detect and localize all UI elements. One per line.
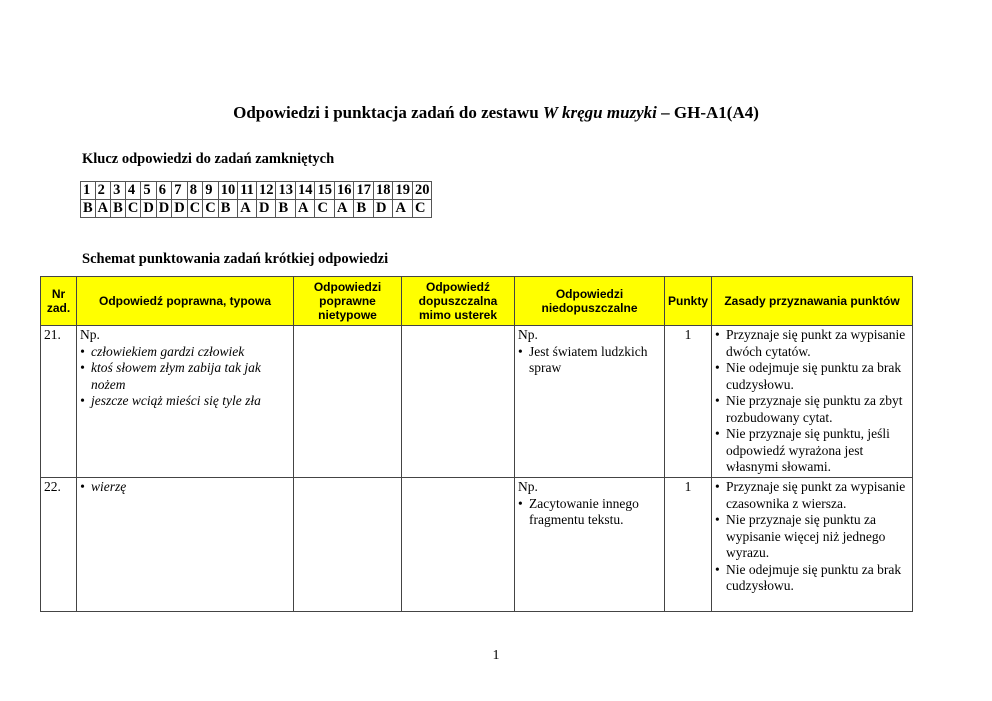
table-row	[41, 326, 913, 478]
row-acceptable	[402, 478, 515, 612]
key-number-cell: 2	[95, 182, 110, 200]
scoring-table	[40, 276, 913, 612]
page-title	[0, 103, 992, 123]
list-item: • jeszcze wciąż mieści się tyle zła	[80, 393, 290, 410]
key-answer-cell: C	[187, 200, 202, 218]
row-nr: 22.	[41, 478, 77, 612]
key-answer-cell: D	[172, 200, 187, 218]
row-nr: 21.	[41, 326, 77, 478]
title-prefix: Odpowiedzi i punktacja zadań do zestawu	[233, 103, 539, 122]
list-item: • Nie przyznaje się punktu za zbyt rozbudowany cytat.	[715, 393, 909, 426]
closed-key-heading: Klucz odpowiedzi do zadań zamkniętych	[82, 151, 335, 167]
key-answer-cell: C	[315, 200, 335, 218]
scoring-heading: Schemat punktowania zadań krótkiej odpowiedzi	[82, 251, 389, 267]
key-answer-cell: B	[276, 200, 296, 218]
list-item: • człowiekiem gardzi człowiek	[80, 344, 290, 361]
key-answer-cell: A	[295, 200, 315, 218]
key-answer-cell: B	[81, 200, 96, 218]
key-number-cell: 10	[218, 182, 238, 200]
header-atypical: Odpowiedzi poprawne nietypowe	[294, 277, 402, 326]
row-rules	[712, 478, 913, 612]
list-item: • wierzę	[80, 479, 290, 496]
title-suffix: – GH-A1(A4)	[661, 103, 759, 122]
list-item: • Nie przyznaje się punktu za wypisanie więcej niż jednego wyrazu.	[715, 512, 909, 562]
row-correct	[77, 326, 294, 478]
key-answer-cell: D	[373, 200, 393, 218]
header-rules: Zasady przyznawania punktów	[712, 277, 913, 326]
key-answer-cell: A	[393, 200, 413, 218]
key-number-cell: 5	[141, 182, 156, 200]
row-acceptable	[402, 326, 515, 478]
scoring-header-row	[41, 277, 913, 326]
key-answer-cell: A	[334, 200, 354, 218]
header-acceptable: Odpowiedź dopuszczalna mimo usterek	[402, 277, 515, 326]
key-answer-cell: A	[238, 200, 257, 218]
key-number-cell: 8	[187, 182, 202, 200]
key-answer-cell: D	[156, 200, 171, 218]
key-numbers-row	[81, 182, 432, 200]
key-answers-row	[81, 200, 432, 218]
header-points: Punkty	[665, 277, 712, 326]
key-number-cell: 14	[295, 182, 315, 200]
key-number-cell: 18	[373, 182, 393, 200]
page-number: 1	[492, 648, 500, 663]
header-nr: Nr zad.	[41, 277, 77, 326]
key-number-cell: 12	[256, 182, 276, 200]
table-row	[41, 478, 913, 612]
key-number-cell: 3	[111, 182, 126, 200]
key-number-cell: 20	[412, 182, 432, 200]
row-atypical	[294, 478, 402, 612]
key-number-cell: 1	[81, 182, 96, 200]
key-answer-cell: C	[203, 200, 218, 218]
key-number-cell: 9	[203, 182, 218, 200]
key-number-cell: 13	[276, 182, 296, 200]
list-item: • Zacytowanie innego fragmentu tekstu.	[518, 496, 661, 529]
key-answer-cell: A	[95, 200, 110, 218]
key-answer-cell: B	[111, 200, 126, 218]
correct-intro: Np.	[80, 327, 100, 342]
key-answer-cell: C	[412, 200, 432, 218]
key-number-cell: 6	[156, 182, 171, 200]
key-answer-cell: D	[141, 200, 156, 218]
row-correct	[77, 478, 294, 612]
key-number-cell: 17	[354, 182, 374, 200]
list-item: • Nie przyznaje się punktu, jeśli odpowiedź wyrażona jest własnymi słowami.	[715, 426, 909, 476]
key-answer-cell: C	[125, 200, 140, 218]
row-unacceptable	[515, 478, 665, 612]
row-points: 1	[665, 326, 712, 478]
key-number-cell: 4	[125, 182, 140, 200]
list-item: • Jest światem ludzkich spraw	[518, 344, 661, 377]
closed-key-table	[80, 181, 432, 218]
row-atypical	[294, 326, 402, 478]
unacceptable-intro: Np.	[518, 327, 538, 342]
key-number-cell: 19	[393, 182, 413, 200]
key-answer-cell: B	[218, 200, 238, 218]
row-rules	[712, 326, 913, 478]
header-correct: Odpowiedź poprawna, typowa	[77, 277, 294, 326]
key-number-cell: 16	[334, 182, 354, 200]
list-item: • Przyznaje się punkt za wypisanie czasownika z wiersza.	[715, 479, 909, 512]
key-number-cell: 15	[315, 182, 335, 200]
key-number-cell: 7	[172, 182, 187, 200]
key-answer-cell: D	[256, 200, 276, 218]
list-item: • ktoś słowem złym zabija tak jak nożem	[80, 360, 290, 393]
header-unacceptable: Odpowiedzi niedopuszczalne	[515, 277, 665, 326]
key-number-cell: 11	[238, 182, 257, 200]
unacceptable-intro: Np.	[518, 479, 538, 494]
key-answer-cell: B	[354, 200, 374, 218]
list-item: • Przyznaje się punkt za wypisanie dwóch cytatów.	[715, 327, 909, 360]
row-points: 1	[665, 478, 712, 612]
list-item: • Nie odejmuje się punktu za brak cudzysłowu.	[715, 360, 909, 393]
list-item: • Nie odejmuje się punktu za brak cudzysłowu.	[715, 562, 909, 595]
row-unacceptable	[515, 326, 665, 478]
title-italic: W kręgu muzyki	[542, 103, 657, 122]
